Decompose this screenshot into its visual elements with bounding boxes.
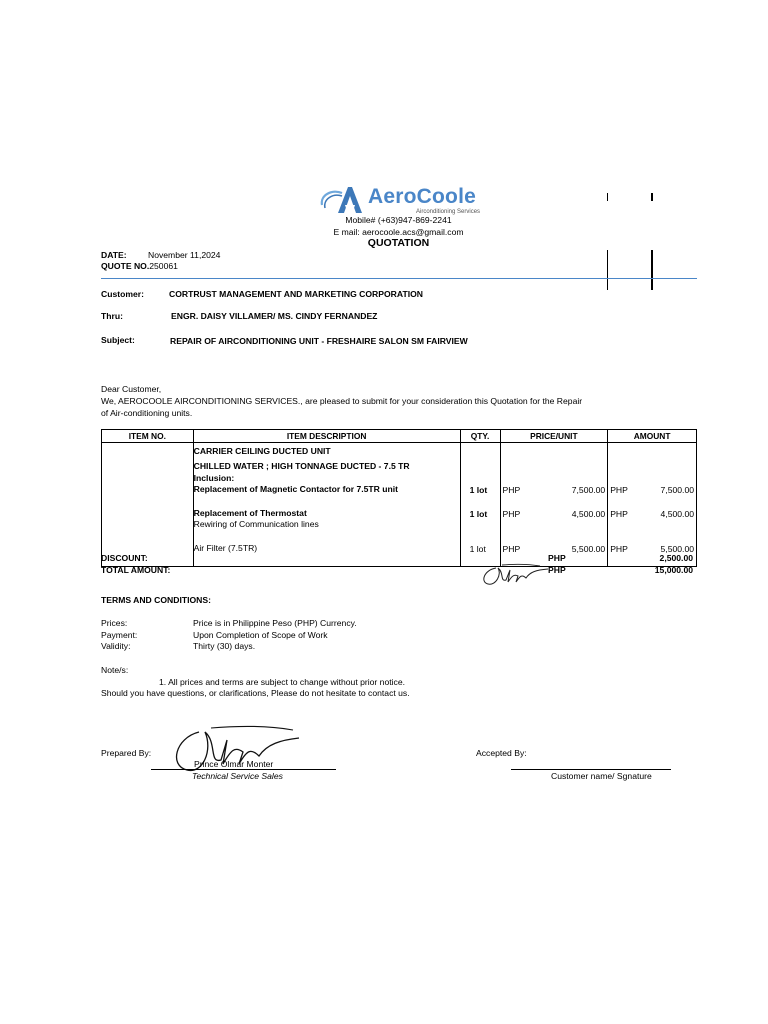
header-bar xyxy=(651,250,653,290)
col-header-description: ITEM DESCRIPTION xyxy=(193,430,460,443)
items-table xyxy=(101,429,697,567)
subject-value: REPAIR OF AIRCONDITIONING UNIT - FRESHAIRE SALON SM FAIRVIEW xyxy=(170,336,468,346)
closing-line: Should you have questions, or clarifications, Please do not hesitate to contact us. xyxy=(101,688,410,698)
price-cur-2: PHP xyxy=(502,509,521,519)
table-row xyxy=(102,443,697,567)
doc-title: QUOTATION xyxy=(367,237,430,249)
qty-row-3: 1 lot xyxy=(469,544,486,554)
total-value: 15,000.00 xyxy=(654,565,693,575)
desc-title-2: CHILLED WATER ; HIGH TONNAGE DUCTED - 7.5 TR xyxy=(193,461,410,471)
prepared-signature-line xyxy=(151,769,336,770)
quote-number: 250061 xyxy=(149,261,178,271)
logo-wordmark: AeroCoole xyxy=(368,185,476,208)
company-mobile: Mobile# (+63)947-869-2241 xyxy=(345,215,452,225)
header-bar xyxy=(607,250,608,290)
prices-label: Prices: xyxy=(101,618,128,628)
payment-value: Upon Completion of Scope of Work xyxy=(193,630,328,640)
col-header-amount: AMOUNT xyxy=(608,430,697,443)
price-row-2: 4,500.00 xyxy=(571,509,606,519)
prepared-by-label: Prepared By: xyxy=(101,748,152,758)
accepted-by-label: Accepted By: xyxy=(476,748,527,758)
amount-row-1: 7,500.00 xyxy=(660,485,694,495)
desc-row-1: Replacement of Magnetic Contactor for 7.5TR unit xyxy=(193,484,399,494)
qty-row-1: 1 lot xyxy=(469,485,488,495)
total-currency: PHP xyxy=(548,565,566,575)
col-header-item-no: ITEM NO. xyxy=(102,430,194,443)
subject-label: Subject: xyxy=(101,335,135,345)
logo-subtitle: Airconditioning Services xyxy=(416,209,481,215)
customer-label: Customer: xyxy=(101,289,144,299)
amount-cur-2: PHP xyxy=(610,509,628,519)
desc-row-2: Replacement of Thermostat xyxy=(193,508,307,518)
signature-small-icon xyxy=(478,560,550,590)
company-email: E mail: aerocoole.acs@gmail.com xyxy=(333,227,464,237)
col-header-price: PRICE/UNIT xyxy=(500,430,608,443)
amount-cur-3: PHP xyxy=(610,544,628,554)
company-logo xyxy=(318,183,493,219)
prepared-by-title: Technical Service Sales xyxy=(192,771,283,781)
quote-label: QUOTE NO.250061 xyxy=(101,261,178,271)
amount-cell xyxy=(608,443,697,567)
date-value: November 11,2024 xyxy=(148,250,221,260)
desc-rewiring: Rewiring of Communication lines xyxy=(193,519,319,529)
notes-heading: Note/s: xyxy=(101,665,129,675)
amount-cur-1: PHP xyxy=(610,485,628,495)
description-cell xyxy=(193,443,460,567)
discount-value: 2,500.00 xyxy=(659,553,693,563)
amount-row-3: 5,500.00 xyxy=(660,544,694,554)
discount-label: DISCOUNT: xyxy=(101,553,148,563)
thru-value: ENGR. DAISY VILLAMER/ MS. CINDY FERNANDEZ xyxy=(171,311,378,321)
letter-line-2: of Air-conditioning units. xyxy=(101,408,193,418)
qty-row-2: 1 lot xyxy=(469,509,488,519)
desc-row-3: Air Filter (7.5TR) xyxy=(193,543,258,553)
accepted-caption: Customer name/ Sgnature xyxy=(551,771,652,781)
payment-label: Payment: xyxy=(101,630,138,640)
price-row-3: 5,500.00 xyxy=(571,544,606,554)
header-divider xyxy=(101,278,697,279)
price-cell xyxy=(500,443,608,567)
validity-label: Validity: xyxy=(101,641,131,651)
validity-value: Thirty (30) days. xyxy=(193,641,256,651)
table-header-row xyxy=(102,430,697,443)
aerocoole-logo-icon xyxy=(318,183,368,217)
price-cur-3: PHP xyxy=(502,544,521,554)
customer-value: CORTRUST MANAGEMENT AND MARKETING CORPORATION xyxy=(169,289,423,299)
thru-label: Thru: xyxy=(101,311,123,321)
desc-inclusion: Inclusion: xyxy=(193,473,235,483)
discount-currency: PHP xyxy=(548,553,566,563)
qty-cell xyxy=(460,443,500,567)
amount-row-2: 4,500.00 xyxy=(660,509,694,519)
header-bar xyxy=(607,193,608,201)
letter-line-1: We, AEROCOOLE AIRCONDITIONING SERVICES., are pleased to submit for your consideration this Quotation for the Repair xyxy=(101,396,583,406)
price-row-1: 7,500.00 xyxy=(571,485,606,495)
prices-value: Price is in Philippine Peso (PHP) Currency. xyxy=(193,618,357,628)
accepted-signature-line xyxy=(511,769,671,770)
desc-title-1: CARRIER CEILING DUCTED UNIT xyxy=(193,446,331,456)
total-label: TOTAL AMOUNT: xyxy=(101,565,171,575)
date-label: DATE: xyxy=(101,250,127,260)
item-no-cell xyxy=(102,443,194,567)
col-header-qty: QTY. xyxy=(460,430,500,443)
note-item-1: 1. All prices and terms are subject to change without prior notice. xyxy=(159,677,406,687)
header-bar xyxy=(651,193,653,201)
terms-heading: TERMS AND CONDITIONS: xyxy=(101,595,211,605)
greeting: Dear Customer, xyxy=(101,384,162,394)
price-cur-1: PHP xyxy=(502,485,521,495)
prepared-by-name: Prince Olmar Monter xyxy=(194,759,274,769)
